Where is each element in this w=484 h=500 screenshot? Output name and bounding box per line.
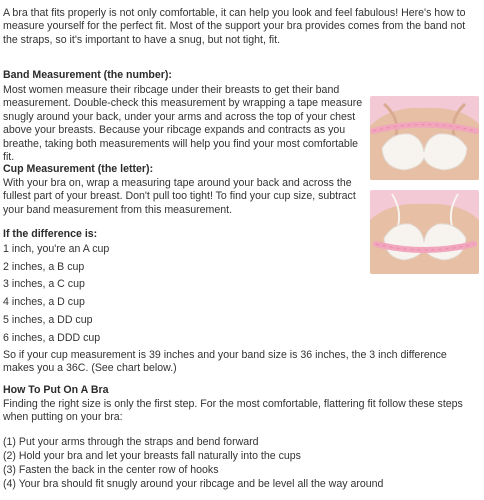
cup-heading: Cup Measurement (the letter): (3, 163, 154, 175)
band-heading: Band Measurement (the number): (3, 69, 172, 81)
list-item: 3 inches, a C cup (3, 278, 85, 291)
cup-paragraph: With your bra on, wrap a measuring tape around your back and across the fullest part of your breast. Don't pull too tight! To find your cup size, subtract your band measurement from this measurement. (3, 177, 356, 216)
difference-heading: If the difference is: (3, 228, 98, 240)
list-item: 2 inches, a B cup (3, 260, 85, 273)
intro-paragraph: A bra that fits properly is not only comfortable, it can help you look and feel fabulous! Here's how to measure yourself for the perfect fit. Most of the support your bra provides comes from the band not the straps, so it's important to have a snug, but not tight, fit. (3, 7, 466, 46)
howto-heading: How To Put On A Bra (3, 384, 109, 396)
band-measurement-photo (370, 96, 479, 180)
band-paragraph: Most women measure their ribcage under their breasts to get their band measurement. Double-check this measurement by wrapping a tape measure snugly around your back, under your arms and across the top of your chest above your breasts. Because your ribcage expands and contracts as you breathe, taking both measurements will help you find your most comfortable fit. (3, 84, 363, 164)
cup-measurement-photo (370, 190, 479, 274)
list-item: 6 inches, a DDD cup (3, 331, 101, 344)
list-item: (3) Fasten the back in the center row of hooks (3, 463, 219, 476)
list-item: 5 inches, a DD cup (3, 313, 93, 326)
list-item: (1) Put your arms through the straps and bend forward (3, 436, 259, 448)
howto-steps (3, 436, 477, 492)
howto-paragraph: Finding the right size is only the first step. For the most comfortable, flattering fit follow these steps when putting on your bra: (3, 398, 463, 424)
example-paragraph: So if your cup measurement is 39 inches and your band size is 36 inches, the 3 inch difference makes you a 36C. (See chart below.) (3, 349, 447, 375)
list-item: (4) Your bra should fit snugly around your ribcage and be level all the way around (3, 477, 384, 490)
list-item: (2) Hold your bra and let your breasts fall naturally into the cups (3, 449, 301, 462)
list-item: 1 inch, you're an A cup (3, 243, 110, 255)
list-item: 4 inches, a D cup (3, 296, 85, 309)
cup-size-list (3, 243, 109, 349)
